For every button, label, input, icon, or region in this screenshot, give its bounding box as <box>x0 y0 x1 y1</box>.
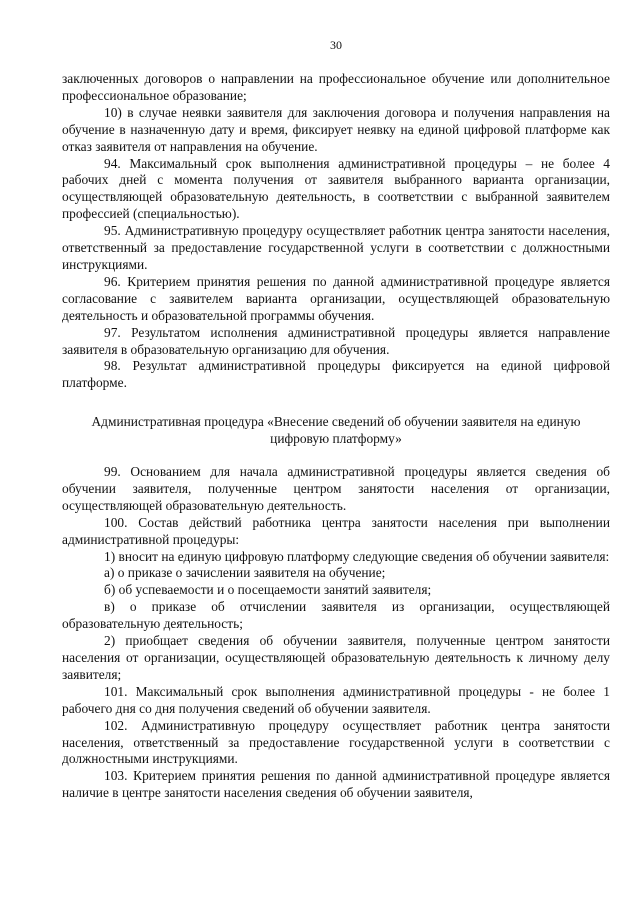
paragraph: 100. Состав действий работника центра занятости населения при выполнении административной процедуры: <box>62 514 610 547</box>
paragraph: 103. Критерием принятия решения по данной административной процедуре является наличие в центре занятости населения сведения об обучении заявителя, <box>62 768 610 801</box>
list-item: а) о приказе о зачислении заявителя на обучение; <box>104 565 386 581</box>
list-item: в) о приказе об отчислении заявителя из организации, осуществляющей образовательную деятельность; <box>62 599 610 632</box>
paragraph: 101. Максимальный срок выполнения административной процедуры - не более 1 рабочего дня со дня получения сведений об обучении заявителя. <box>62 683 610 716</box>
paragraph: 2) приобщает сведения об обучении заявителя, полученные центром занятости населения от организации, осуществляющей образовательную деятельность к личному делу заявителя; <box>62 633 610 682</box>
paragraph: 102. Административную процедуру осуществляет работник центра занятости населения, ответственный за предоставление государственной услуги в соответствии с должностными инструкциями. <box>62 717 610 767</box>
list-item: б) об успеваемости и о посещаемости занятий заявителя; <box>104 582 432 598</box>
document-page <box>62 38 610 802</box>
paragraph: заключенных договоров о направлении на профессиональное обучение или дополнительное профессиональное образование; <box>62 71 610 103</box>
paragraph: 97. Результатом исполнения административной процедуры является направление заявителя в образовательную организацию для обучения. <box>62 324 610 357</box>
section-heading: Административная процедура «Внесение сведений об обучении заявителя на единую цифровую платформу» <box>91 414 581 447</box>
paragraph: 98. Результат административной процедуры фиксируется на единой цифровой платформе. <box>62 358 610 391</box>
paragraph: 96. Критерием принятия решения по данной административной процедуре является согласование с заявителем варианта организации, осуществляющей образовательную деятельность и образовательной программы обучения. <box>62 273 610 323</box>
paragraph: 94. Максимальный срок выполнения административной процедуры – не более 4 рабочих дней с момента получения от заявителя выбранного варианта организации, осуществляющей образовательную деятельность, в соответствии с выбранной заявителем профессией (специальностью). <box>62 155 610 222</box>
paragraph: 99. Основанием для начала административной процедуры является сведения об обучении заявителя, полученные центром занятости населения от организации, осуществляющей образовательную деятельность. <box>62 464 610 513</box>
paragraph: 1) вносит на единую цифровую платформу следующие сведения об обучении заявителя: <box>104 548 610 564</box>
paragraph: 95. Административную процедуру осуществляет работник центра занятости населения, ответственный за предоставление государственной услуги в соответствии с должностными инструкциями. <box>62 223 610 272</box>
page-number: 30 <box>330 38 342 52</box>
paragraph: 10) в случае неявки заявителя для заключения договора и получения направления на обучение в назначенную дату и время, фиксирует неявку на единой цифровой платформе как отказ заявителя от направления на обучение. <box>62 104 610 154</box>
paragraph-group-part2 <box>62 464 610 802</box>
paragraph-group-part1 <box>62 71 610 392</box>
